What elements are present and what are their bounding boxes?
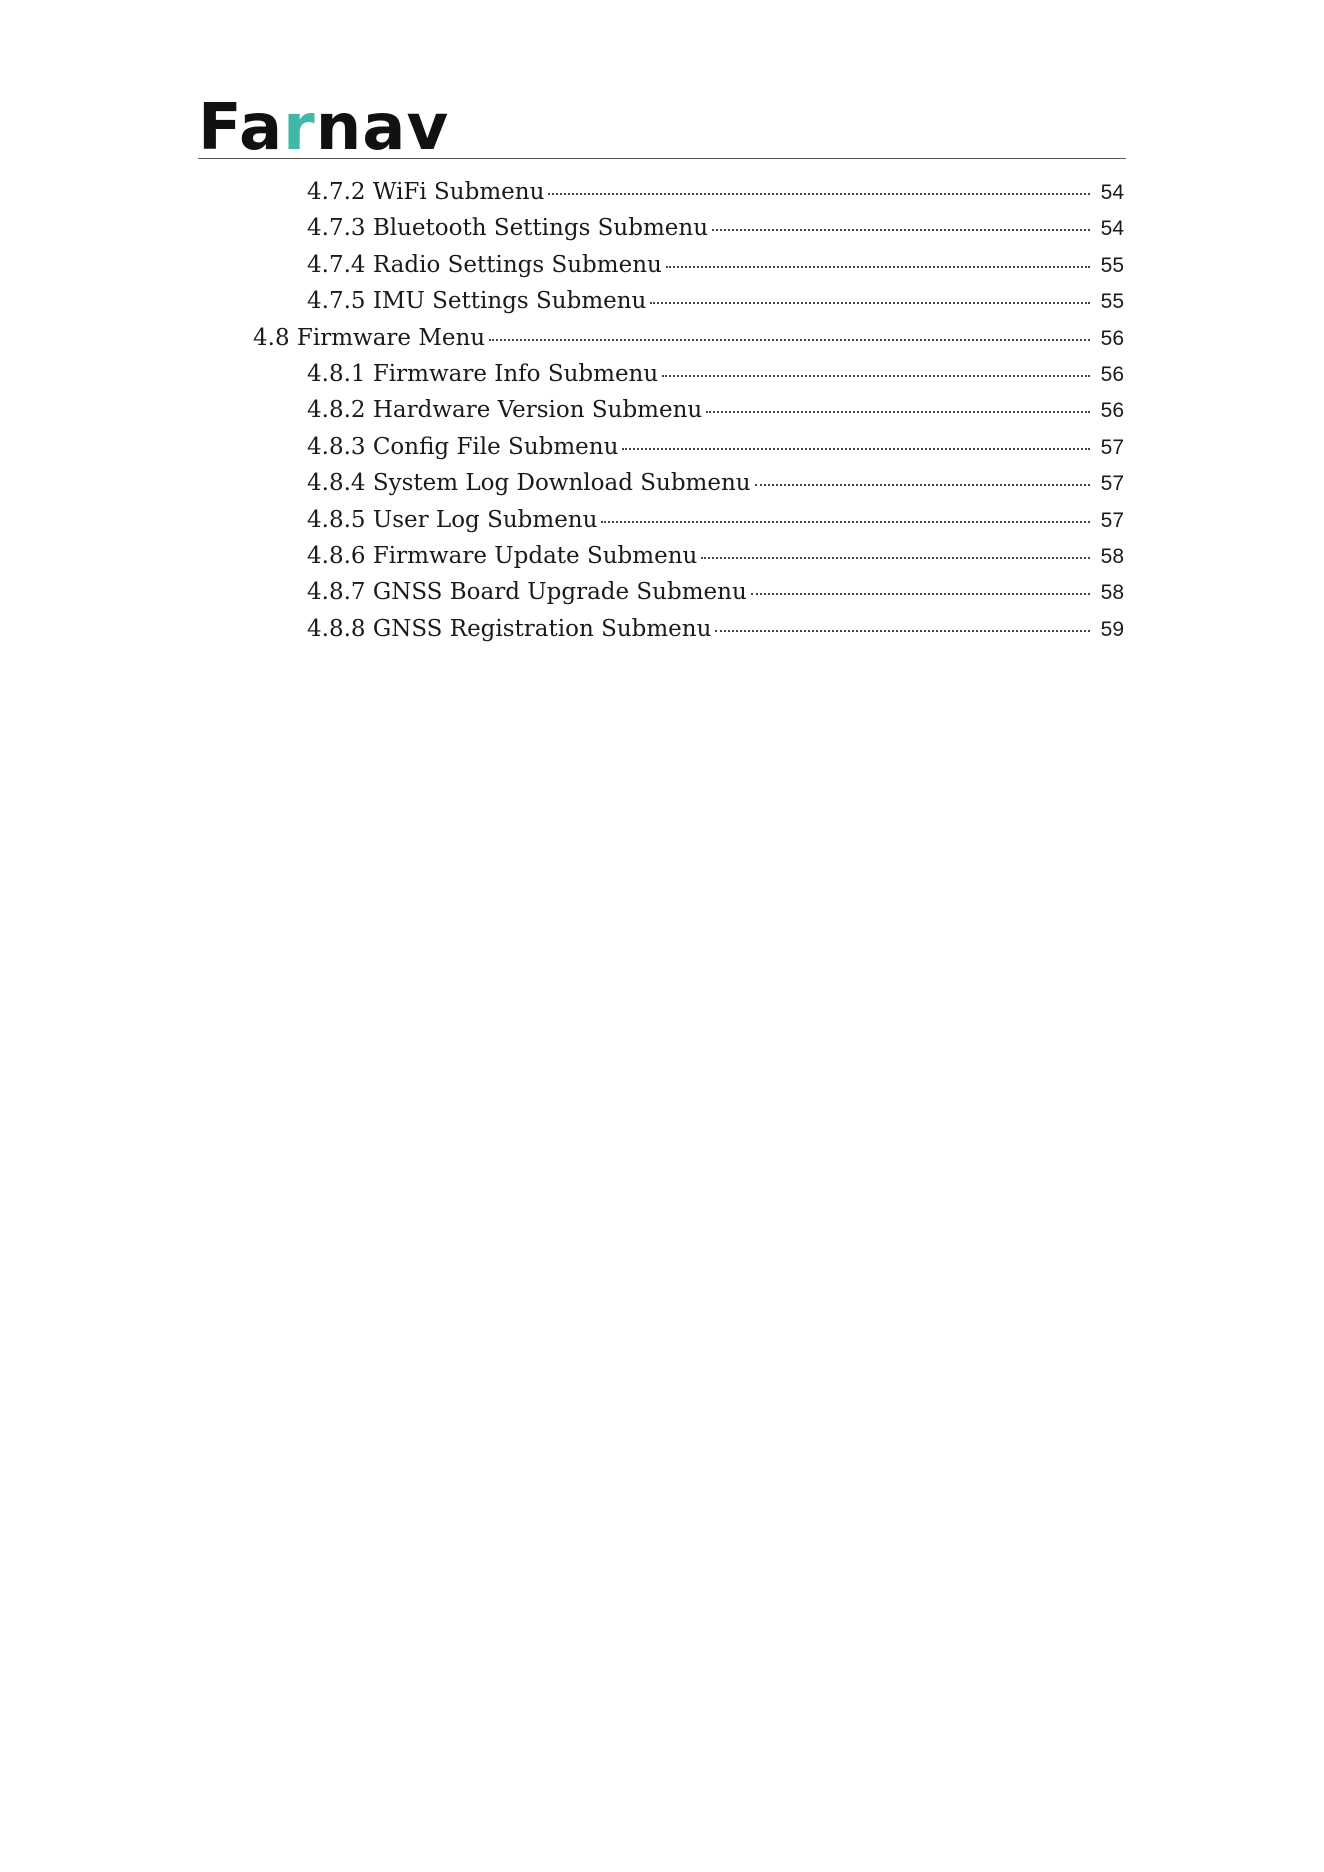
table-of-contents <box>0 174 1324 647</box>
toc-entry-title: 4.8.6 Firmware Update Submenu <box>307 542 698 569</box>
dot-leader <box>712 206 1090 231</box>
brand-logo <box>198 91 450 165</box>
dot-leader <box>666 243 1090 268</box>
toc-entry[interactable] <box>0 247 1324 283</box>
toc-entry-page: 54 <box>1100 217 1124 241</box>
dot-leader <box>489 316 1090 341</box>
toc-entry[interactable] <box>0 210 1324 246</box>
toc-entry-page: 56 <box>1100 326 1124 350</box>
toc-entry[interactable] <box>0 538 1324 574</box>
toc-entry-title: 4.8.8 GNSS Registration Submenu <box>307 615 712 642</box>
toc-entry[interactable] <box>0 392 1324 428</box>
toc-entry[interactable] <box>0 429 1324 465</box>
dot-leader <box>755 461 1090 486</box>
toc-entry-title: 4.7.3 Bluetooth Settings Submenu <box>307 215 709 242</box>
logo-text-accent: r <box>283 91 316 165</box>
toc-entry-page: 55 <box>1100 253 1124 277</box>
toc-entry-page: 57 <box>1100 472 1124 496</box>
toc-entry-title: 4.7.2 WiFi Submenu <box>307 179 545 205</box>
dot-leader <box>650 279 1090 304</box>
toc-entry-title: 4.8.5 User Log Submenu <box>307 506 598 533</box>
toc-entry-page: 55 <box>1100 290 1124 314</box>
toc-entry-page: 56 <box>1100 362 1124 386</box>
toc-entry-page: 58 <box>1100 581 1124 605</box>
toc-entry-title: 4.7.5 IMU Settings Submenu <box>307 288 647 315</box>
header-divider <box>198 158 1126 159</box>
toc-entry-title: 4.8.2 Hardware Version Submenu <box>307 397 703 424</box>
toc-entry-title: 4.8.1 Firmware Info Submenu <box>307 360 659 387</box>
toc-entry[interactable] <box>0 574 1324 610</box>
toc-entry-title: 4.8.7 GNSS Board Upgrade Submenu <box>307 579 747 606</box>
toc-entry-title: 4.8.3 Config File Submenu <box>307 433 619 460</box>
toc-entry[interactable] <box>0 174 1324 210</box>
dot-leader <box>706 388 1090 413</box>
toc-entry[interactable] <box>0 283 1324 319</box>
dot-leader <box>662 352 1090 377</box>
dot-leader <box>751 570 1090 595</box>
toc-entry[interactable] <box>0 320 1324 356</box>
toc-entry[interactable] <box>0 611 1324 647</box>
toc-entry-page: 56 <box>1100 399 1124 423</box>
toc-entry-page: 57 <box>1100 435 1124 459</box>
dot-leader <box>715 607 1090 632</box>
toc-entry-title: 4.8 Firmware Menu <box>253 324 486 351</box>
toc-entry-page: 54 <box>1100 181 1124 204</box>
dot-leader <box>548 170 1090 195</box>
dot-leader <box>601 498 1090 523</box>
dot-leader <box>701 534 1090 559</box>
logo-text-start: Fa <box>198 91 284 165</box>
toc-entry-page: 57 <box>1100 508 1124 532</box>
logo-text-end: nav <box>315 91 450 165</box>
toc-entry[interactable] <box>0 465 1324 501</box>
toc-entry-page: 58 <box>1100 544 1124 568</box>
toc-entry-title: 4.7.4 Radio Settings Submenu <box>307 251 662 278</box>
toc-entry[interactable] <box>0 502 1324 538</box>
toc-entry-page: 59 <box>1100 617 1124 641</box>
toc-entry-title: 4.8.4 System Log Download Submenu <box>307 470 751 497</box>
dot-leader <box>622 425 1090 450</box>
toc-entry[interactable] <box>0 356 1324 392</box>
